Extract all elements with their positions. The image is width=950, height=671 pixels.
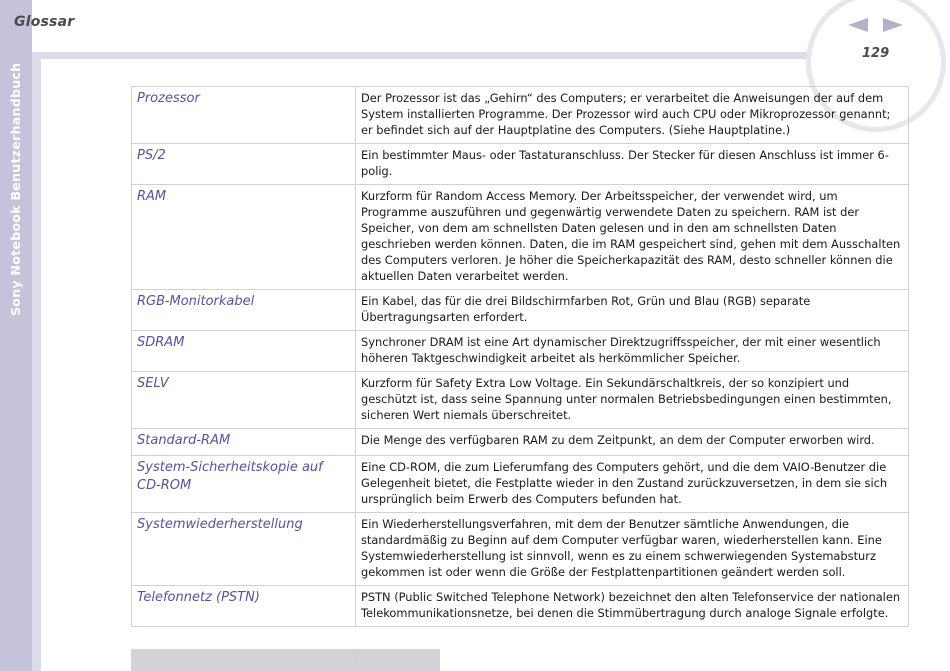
table-row [132,513,909,586]
glossary-definition: Ein Wiederherstellungsverfahren, mit dem der Benutzer sämtliche Anwendungen, die standardmäßig zu Beginn auf dem Computer verfügbar waren, wiederherstellen kann. Eine Systemwiederherstellung ist sinnvoll, wenn es zu einem schwerwiegenden Systemabsturz gekommen ist oder wenn die Größe der Festplattenpartitionen geändert werden soll. [356,513,909,586]
table-row [132,586,909,627]
glossary-definition: Die Menge des verfügbaren RAM zu dem Zeitpunkt, an dem der Computer erworben wird. [356,429,909,456]
glossary-term: Standard-RAM [132,429,356,456]
table-row [132,372,909,429]
arrow-right-icon[interactable] [883,18,903,32]
glossary-definition: Kurzform für Random Access Memory. Der Arbeitsspeicher, der verwendet wird, um Programme auszuführen und gegenwärtig verwendete Daten zu speichern. RAM ist der Speicher, von dem am schnellsten Daten gelesen und in den am schnellsten Daten geschrieben werden können. Daten, die im RAM gespeichert sind, gehen mit dem Ausschalten des Computers verloren. Je höher die Speicherkapazität des RAM, desto schneller können die aktuellen Daten verarbeitet werden. [356,185,909,290]
glossary-term: Prozessor [132,87,356,144]
table-row [132,144,909,185]
table-row [132,87,909,144]
glossary-term: System-Sicherheitskopie auf CD-ROM [132,456,356,513]
glossary-definition: Eine CD-ROM, die zum Lieferumfang des Computers gehört, und die dem VAIO-Benutzer die Gelegenheit bietet, die Festplatte wieder in den Zustand zurückzuversetzen, in dem sie sich ursprünglich beim Erwerb des Computers befunden hat. [356,456,909,513]
sidebar-inner-strip [32,52,41,671]
table-row [132,429,909,456]
table-row [132,185,909,290]
glossary-definition: PSTN (Public Switched Telephone Network) bezeichnet den alten Telefonservice der nationalen Telekommunikationsnetze, bei denen die Stimmübertragung durch analoge Signale erfolgte. [356,586,909,627]
glossary-term: Systemwiederherstellung [132,513,356,586]
arrow-left-icon[interactable] [848,18,868,32]
footer-bar [131,649,440,671]
glossary-term: RAM [132,185,356,290]
table-row [132,456,909,513]
glossary-term: Telefonnetz (PSTN) [132,586,356,627]
glossary-definition: Synchroner DRAM ist eine Art dynamischer Direktzugriffsspeicher, der mit einer wesentlich höheren Taktgeschwindigkeit arbeitet als herkömmlicher Speicher. [356,331,909,372]
glossary-term: SELV [132,372,356,429]
header-rule [32,52,840,59]
table-row [132,290,909,331]
glossary-definition: Kurzform für Safety Extra Low Voltage. Ein Sekundärschaltkreis, der so konzipiert und geschützt ist, dass seine Spannung unter normalen Betriebsbedingungen einen bestimmten, sicheren Wert niemals überschreitet. [356,372,909,429]
glossary-definition: Ein Kabel, das für die drei Bildschirmfarben Rot, Grün und Blau (RGB) separate Übertragungsarten erfordert. [356,290,909,331]
glossary-term: PS/2 [132,144,356,185]
glossary-term: RGB-Monitorkabel [132,290,356,331]
page-number: 129 [862,46,890,61]
table-row [132,331,909,372]
glossary-table [131,86,909,627]
glossary-definition: Der Prozessor ist das „Gehirn“ des Computers; er verarbeitet die Anweisungen der auf dem System installierten Programme. Der Prozessor wird auch CPU oder Mikroprozessor genannt; er befindet sich auf der Hauptplatine des Computers. (Siehe Hauptplatine.) [356,87,909,144]
manual-title: Sony Notebook Benutzerhandbuch [8,62,23,316]
glossary-term: SDRAM [132,331,356,372]
footer-divider [355,649,356,671]
sidebar-band [0,0,32,671]
glossary-definition: Ein bestimmter Maus- oder Tastaturanschluss. Der Stecker für diesen Anschluss ist immer 6-polig. [356,144,909,185]
section-title: Glossar [14,14,75,30]
